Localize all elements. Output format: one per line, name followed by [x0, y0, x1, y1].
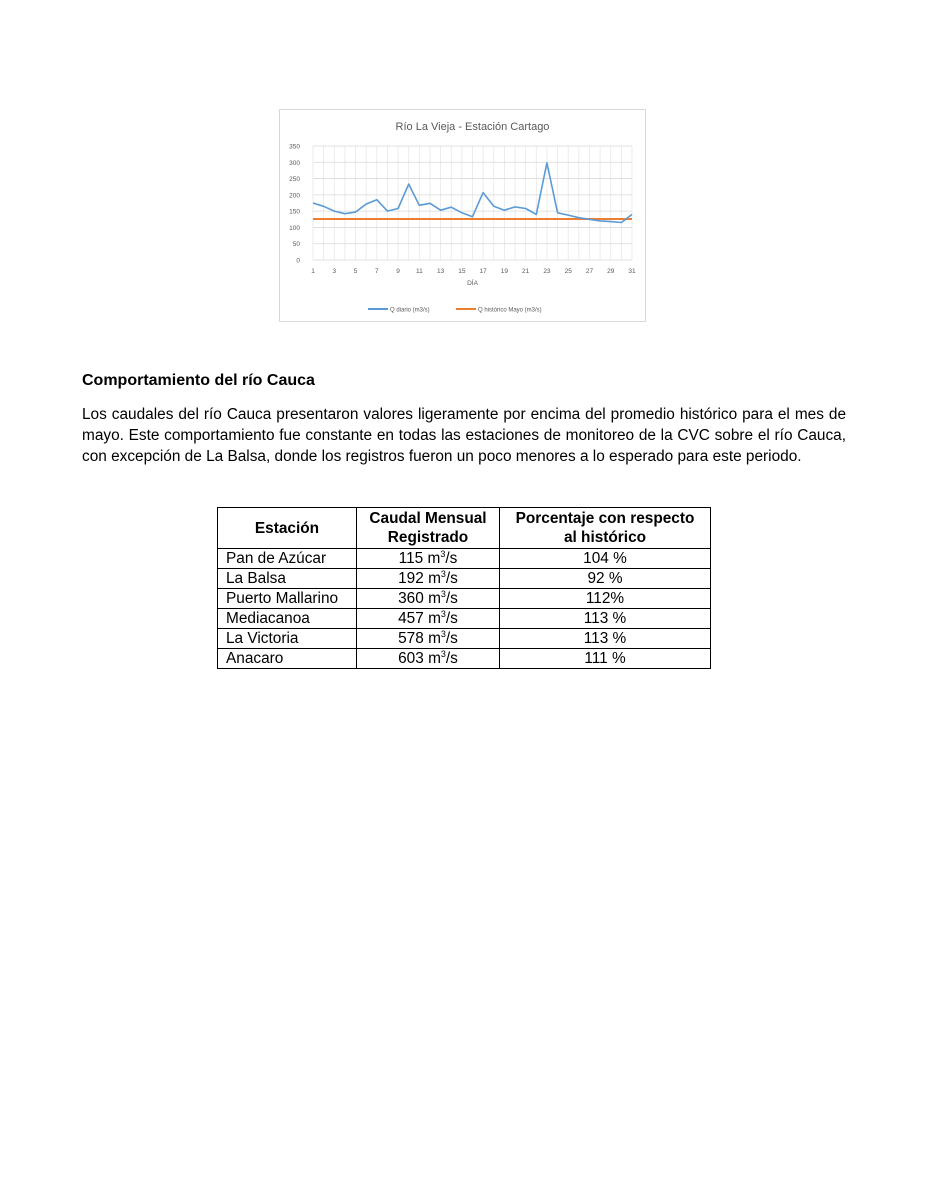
- flow-unit-exponent: 3: [440, 589, 446, 599]
- cell-station: La Victoria: [218, 629, 357, 649]
- cell-percentage: 113 %: [500, 629, 711, 649]
- x-tick-label: 29: [607, 268, 615, 275]
- y-tick-label: 50: [292, 241, 300, 249]
- flow-unit-suffix: /s: [445, 590, 458, 607]
- table-row: [218, 629, 711, 649]
- cell-percentage: 92 %: [500, 569, 711, 589]
- table-row: [218, 549, 711, 569]
- cell-percentage: 112%: [500, 589, 711, 609]
- cell-station: Mediacanoa: [218, 609, 357, 629]
- stations-table: [217, 507, 711, 669]
- x-tick-label: 31: [628, 268, 636, 275]
- y-tick-label: 300: [289, 159, 300, 167]
- x-tick-label: 25: [564, 268, 572, 275]
- y-tick-label: 100: [289, 224, 300, 232]
- x-tick-label: 17: [479, 268, 487, 275]
- header-station: Estación: [218, 508, 357, 549]
- cell-flow: [357, 609, 500, 629]
- cell-flow: [357, 629, 500, 649]
- table-body: [218, 549, 711, 669]
- flow-unit-suffix: /s: [445, 650, 458, 667]
- flow-value: 603: [398, 650, 429, 667]
- flow-unit-exponent: 3: [440, 629, 446, 639]
- x-tick-label: 3: [332, 268, 337, 275]
- flow-unit-suffix: /s: [445, 610, 458, 627]
- x-tick-label: 23: [543, 268, 551, 275]
- header-pct-line1: Porcentaje con respecto: [515, 510, 695, 527]
- x-axis-label: DÍA: [467, 280, 478, 287]
- flow-unit-suffix: /s: [445, 570, 458, 587]
- flow-unit: m: [428, 570, 441, 587]
- chart-title: Río La Vieja - Estación Cartago: [395, 121, 550, 133]
- flow-value: 360: [398, 590, 429, 607]
- section-paragraph: Los caudales del río Cauca presentaron valores ligeramente por encima del promedio histórico para el mes de mayo. Este comportamiento fue constante en todas las estaciones de monitoreo de la CVC sobre el río Cauca, con excepción de La Balsa, donde los registros fueron un poco menores a lo esperado para este periodo.: [82, 406, 846, 465]
- x-tick-label: 13: [436, 268, 445, 275]
- cell-flow: [357, 589, 500, 609]
- table-row: [218, 569, 711, 589]
- y-tick-label: 200: [289, 192, 300, 200]
- cell-percentage: 111 %: [500, 649, 711, 669]
- flow-unit-exponent: 3: [440, 609, 446, 619]
- x-tick-label: 1: [311, 268, 315, 275]
- x-tick-label: 27: [585, 268, 594, 275]
- y-tick-label: 150: [289, 208, 300, 216]
- cell-percentage: 113 %: [500, 609, 711, 629]
- flow-unit: m: [428, 590, 441, 607]
- flow-unit: m: [428, 650, 441, 667]
- x-tick-label: 21: [522, 268, 530, 275]
- header-flow-line2: Registrado: [387, 529, 469, 546]
- flow-value: 192: [398, 570, 429, 587]
- flow-unit: m: [428, 630, 441, 647]
- cell-flow: [357, 549, 500, 569]
- y-tick-label: 0: [296, 257, 300, 265]
- cell-station: La Balsa: [218, 569, 357, 589]
- y-tick-label: 350: [289, 143, 300, 151]
- flow-value: 115: [398, 550, 428, 567]
- cell-station: Puerto Mallarino: [218, 589, 357, 609]
- cell-percentage: 104 %: [500, 549, 711, 569]
- legend-label: Q diario (m3/s): [390, 307, 430, 314]
- header-percentage: [500, 508, 711, 549]
- legend-label: Q histórico Mayo (m3/s): [478, 307, 542, 314]
- x-tick-label: 7: [374, 268, 379, 275]
- x-tick-label: 5: [353, 268, 358, 275]
- y-tick-label: 250: [289, 176, 300, 184]
- table-row: [218, 589, 711, 609]
- flow-unit: m: [428, 610, 441, 627]
- flow-chart: [279, 109, 646, 322]
- x-tick-label: 9: [396, 268, 400, 275]
- flow-chart-svg: [280, 110, 647, 323]
- cell-flow: [357, 569, 500, 589]
- table-row: [218, 649, 711, 669]
- x-tick-label: 15: [458, 268, 466, 275]
- flow-unit-exponent: 3: [440, 649, 446, 659]
- flow-unit-exponent: 3: [440, 569, 446, 579]
- x-tick-label: 11: [415, 268, 423, 275]
- section-title: Comportamiento del río Cauca: [82, 372, 315, 389]
- table-header-row: [218, 508, 711, 549]
- flow-unit: m: [427, 550, 441, 567]
- cell-station: Pan de Azúcar: [218, 549, 357, 569]
- flow-value: 578: [398, 630, 429, 647]
- cell-station: Anacaro: [218, 649, 357, 669]
- header-flow-line1: Caudal Mensual: [369, 510, 487, 527]
- flow-unit-suffix: /s: [445, 550, 458, 567]
- flow-unit-exponent: 3: [440, 549, 446, 559]
- flow-value: 457: [398, 610, 429, 627]
- header-pct-line2: al histórico: [563, 529, 647, 546]
- cell-flow: [357, 649, 500, 669]
- flow-unit-suffix: /s: [445, 630, 458, 647]
- header-flow: [357, 508, 500, 549]
- x-tick-label: 19: [500, 268, 509, 275]
- table-row: [218, 609, 711, 629]
